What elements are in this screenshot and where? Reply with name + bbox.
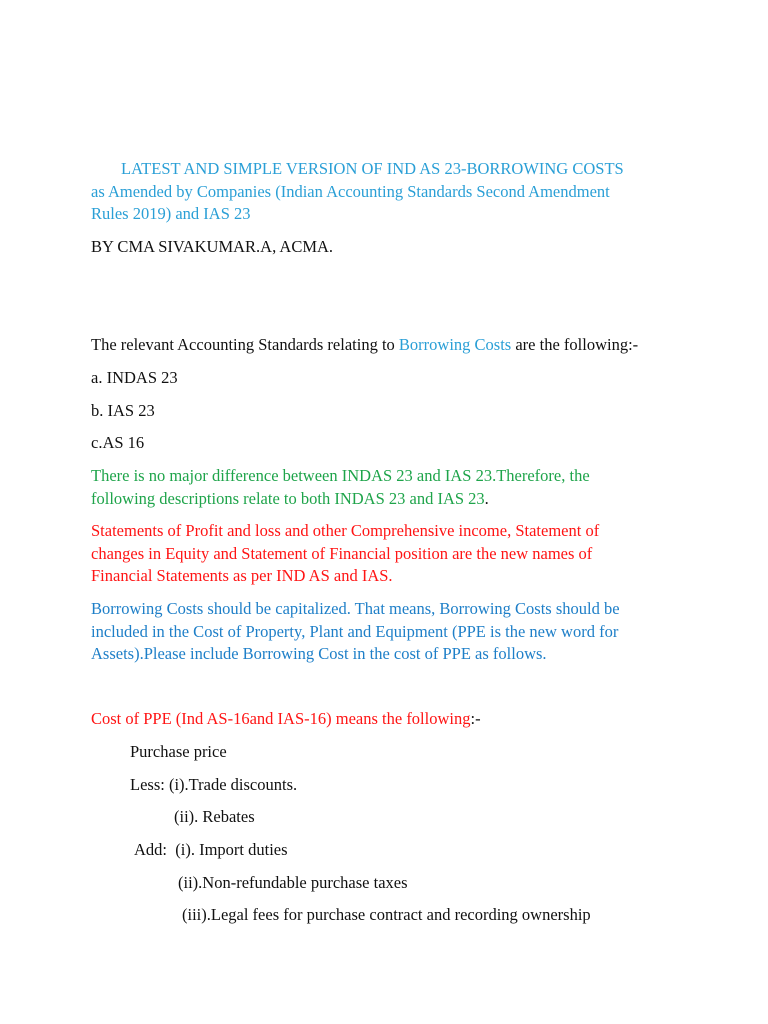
intro-text-end: are the following:- [511, 335, 639, 354]
cost-heading-suffix: :- [470, 709, 481, 728]
capitalize-line-2: included in the Cost of Property, Plant and Equipment (PPE is the new word for [91, 621, 619, 641]
cost-heading-text: Cost of PPE (Ind AS-16and IAS-16) means the following [91, 709, 471, 728]
cost-heading [91, 708, 481, 731]
intro-paragraph [91, 334, 638, 357]
title-line-2: as Amended by Companies (Indian Accounting Standards Second Amendment [91, 181, 610, 201]
author-line: BY CMA SIVAKUMAR.A, ACMA. [91, 237, 334, 256]
add-legal-fees-line: (iii).Legal fees for purchase contract and recording ownership [182, 905, 591, 924]
capitalize-note [91, 598, 620, 666]
standard-item: b. IAS 23 [91, 401, 155, 420]
statements-line-3: Financial Statements as per IND AS and IAS. [91, 566, 393, 585]
statements-line-1: Statements of Profit and loss and other Comprehensive income, Statement of [91, 521, 600, 540]
difference-note [91, 465, 590, 510]
document-title [91, 158, 624, 226]
capitalize-line-3: Assets).Please include Borrowing Cost in the cost of PPE as follows. [91, 644, 547, 663]
difference-line-1: There is no major difference between INDAS 23 and IAS 23.Therefore, the [91, 466, 590, 485]
standard-item: a. INDAS 23 [91, 368, 178, 387]
less-trade-discounts-line: Less: (i).Trade discounts. [130, 775, 298, 794]
less-rebates-line: (ii). Rebates [174, 807, 255, 826]
capitalize-line-1: Borrowing Costs should be capitalized. That means, Borrowing Costs should be [91, 599, 620, 618]
difference-period: . [484, 488, 489, 508]
intro-highlight: Borrowing Costs [398, 335, 512, 354]
purchase-price-line: Purchase price [130, 742, 227, 761]
add-purchase-taxes-line: (ii).Non-refundable purchase taxes [178, 873, 408, 892]
standard-item: c.AS 16 [91, 433, 145, 452]
title-line-1: LATEST AND SIMPLE VERSION OF IND AS 23-BORROWING COSTS [121, 159, 624, 178]
add-import-duties-line: Add: (i). Import duties [134, 840, 288, 859]
difference-line-2: following descriptions relate to both INDAS 23 and IAS 23 [91, 488, 485, 508]
intro-text: The relevant Accounting Standards relating to [91, 335, 399, 354]
statements-line-2: changes in Equity and Statement of Financial position are the new names of [91, 543, 593, 563]
statements-note [91, 520, 599, 588]
title-line-3: Rules 2019) and IAS 23 [91, 204, 251, 223]
